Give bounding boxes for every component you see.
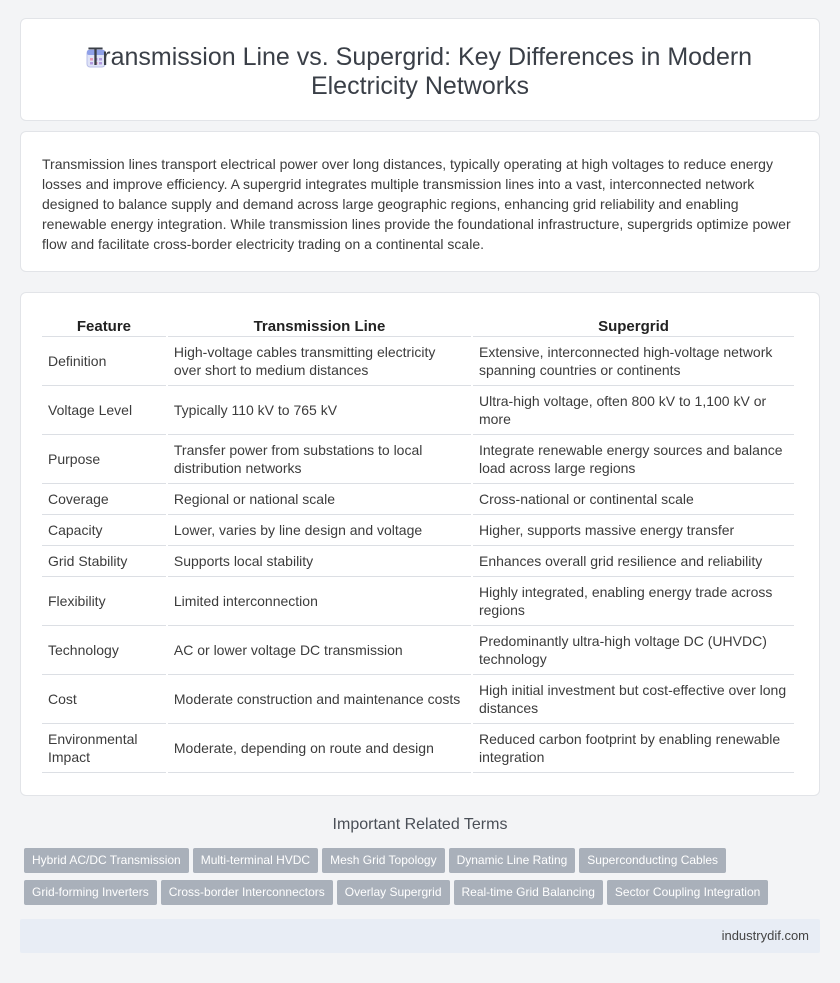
transmission-line-cell: Limited interconnection [168, 577, 471, 626]
tag-multi-terminal-hvdc[interactable]: Multi-terminal HVDC [193, 848, 318, 873]
table-row [42, 675, 794, 724]
footer-site-link[interactable]: industrydif.com [721, 928, 809, 943]
feature-cell: Technology [42, 626, 166, 675]
table-row [42, 626, 794, 675]
transmission-line-cell: Regional or national scale [168, 484, 471, 515]
transmission-line-cell: Moderate construction and maintenance costs [168, 675, 471, 724]
table-header-row [42, 313, 794, 337]
transmission-line-cell: High-voltage cables transmitting electricity over short to medium distances [168, 337, 471, 386]
feature-cell: Environmental Impact [42, 724, 166, 773]
table-row [42, 435, 794, 484]
transmission-line-cell: AC or lower voltage DC transmission [168, 626, 471, 675]
intro-card [20, 131, 820, 272]
supergrid-cell: Cross-national or continental scale [473, 484, 794, 515]
header-supergrid: Supergrid [473, 313, 794, 337]
table-row [42, 386, 794, 435]
feature-cell: Purpose [42, 435, 166, 484]
transmission-line-cell: Supports local stability [168, 546, 471, 577]
table-row [42, 484, 794, 515]
comparison-table [40, 313, 796, 773]
transmission-line-cell: Transfer power from substations to local distribution networks [168, 435, 471, 484]
tag-superconducting-cables[interactable]: Superconducting Cables [579, 848, 726, 873]
tag-sector-coupling-integration[interactable]: Sector Coupling Integration [607, 880, 768, 905]
feature-cell: Voltage Level [42, 386, 166, 435]
table-row [42, 577, 794, 626]
tag-grid-forming-inverters[interactable]: Grid-forming Inverters [24, 880, 157, 905]
tag-cross-border-interconnectors[interactable]: Cross-border Interconnectors [161, 880, 333, 905]
table-row [42, 546, 794, 577]
supergrid-cell: Reduced carbon footprint by enabling renewable integration [473, 724, 794, 773]
supergrid-cell: High initial investment but cost-effective over long distances [473, 675, 794, 724]
supergrid-cell: Highly integrated, enabling energy trade across regions [473, 577, 794, 626]
supergrid-cell: Higher, supports massive energy transfer [473, 515, 794, 546]
transmission-line-cell: Typically 110 kV to 765 kV [168, 386, 471, 435]
feature-cell: Definition [42, 337, 166, 386]
supergrid-cell: Predominantly ultra-high voltage DC (UHVDC) technology [473, 626, 794, 675]
feature-cell: Flexibility [42, 577, 166, 626]
table-row [42, 724, 794, 773]
tag-hybrid-ac-dc-transmission[interactable]: Hybrid AC/DC Transmission [24, 848, 189, 873]
comparison-card [20, 292, 820, 796]
intro-paragraph: Transmission lines transport electrical power over long distances, typically operating at high voltages to reduce energy losses and improve efficiency. A supergrid integrates multiple transmission lines into a vast, interconnected network designed to balance supply and demand across large geographic regions, enhancing grid reliability and enabling renewable energy integration. While transmission lines provide the foundational infrastructure, supergrids optimize power flow and facilitate cross-border electricity trading on a continental scale. [42, 156, 791, 252]
feature-cell: Cost [42, 675, 166, 724]
feature-cell: Grid Stability [42, 546, 166, 577]
supergrid-cell: Extensive, interconnected high-voltage network spanning countries or continents [473, 337, 794, 386]
tag-mesh-grid-topology[interactable]: Mesh Grid Topology [322, 848, 445, 873]
title-card [20, 18, 820, 121]
feature-cell: Capacity [42, 515, 166, 546]
table-row [42, 515, 794, 546]
feature-cell: Coverage [42, 484, 166, 515]
tag-dynamic-line-rating[interactable]: Dynamic Line Rating [449, 848, 576, 873]
tag-real-time-grid-balancing[interactable]: Real-time Grid Balancing [454, 880, 603, 905]
table-row [42, 337, 794, 386]
related-terms-heading: Important Related Terms [332, 816, 508, 833]
footer-bar [20, 919, 820, 953]
supergrid-cell: Ultra-high voltage, often 800 kV to 1,100 kV or more [473, 386, 794, 435]
header-feature: Feature [42, 313, 166, 337]
transmission-line-cell: Lower, varies by line design and voltage [168, 515, 471, 546]
related-terms-tags [24, 848, 824, 912]
header-transmission-line: Transmission Line [168, 313, 471, 337]
supergrid-cell: Integrate renewable energy sources and balance load across large regions [473, 435, 794, 484]
transmission-line-cell: Moderate, depending on route and design [168, 724, 471, 773]
page-title: Transmission Line vs. Supergrid: Key Differences in Modern Electricity Networks [87, 43, 753, 100]
tag-overlay-supergrid[interactable]: Overlay Supergrid [337, 880, 450, 905]
supergrid-cell: Enhances overall grid resilience and reliability [473, 546, 794, 577]
